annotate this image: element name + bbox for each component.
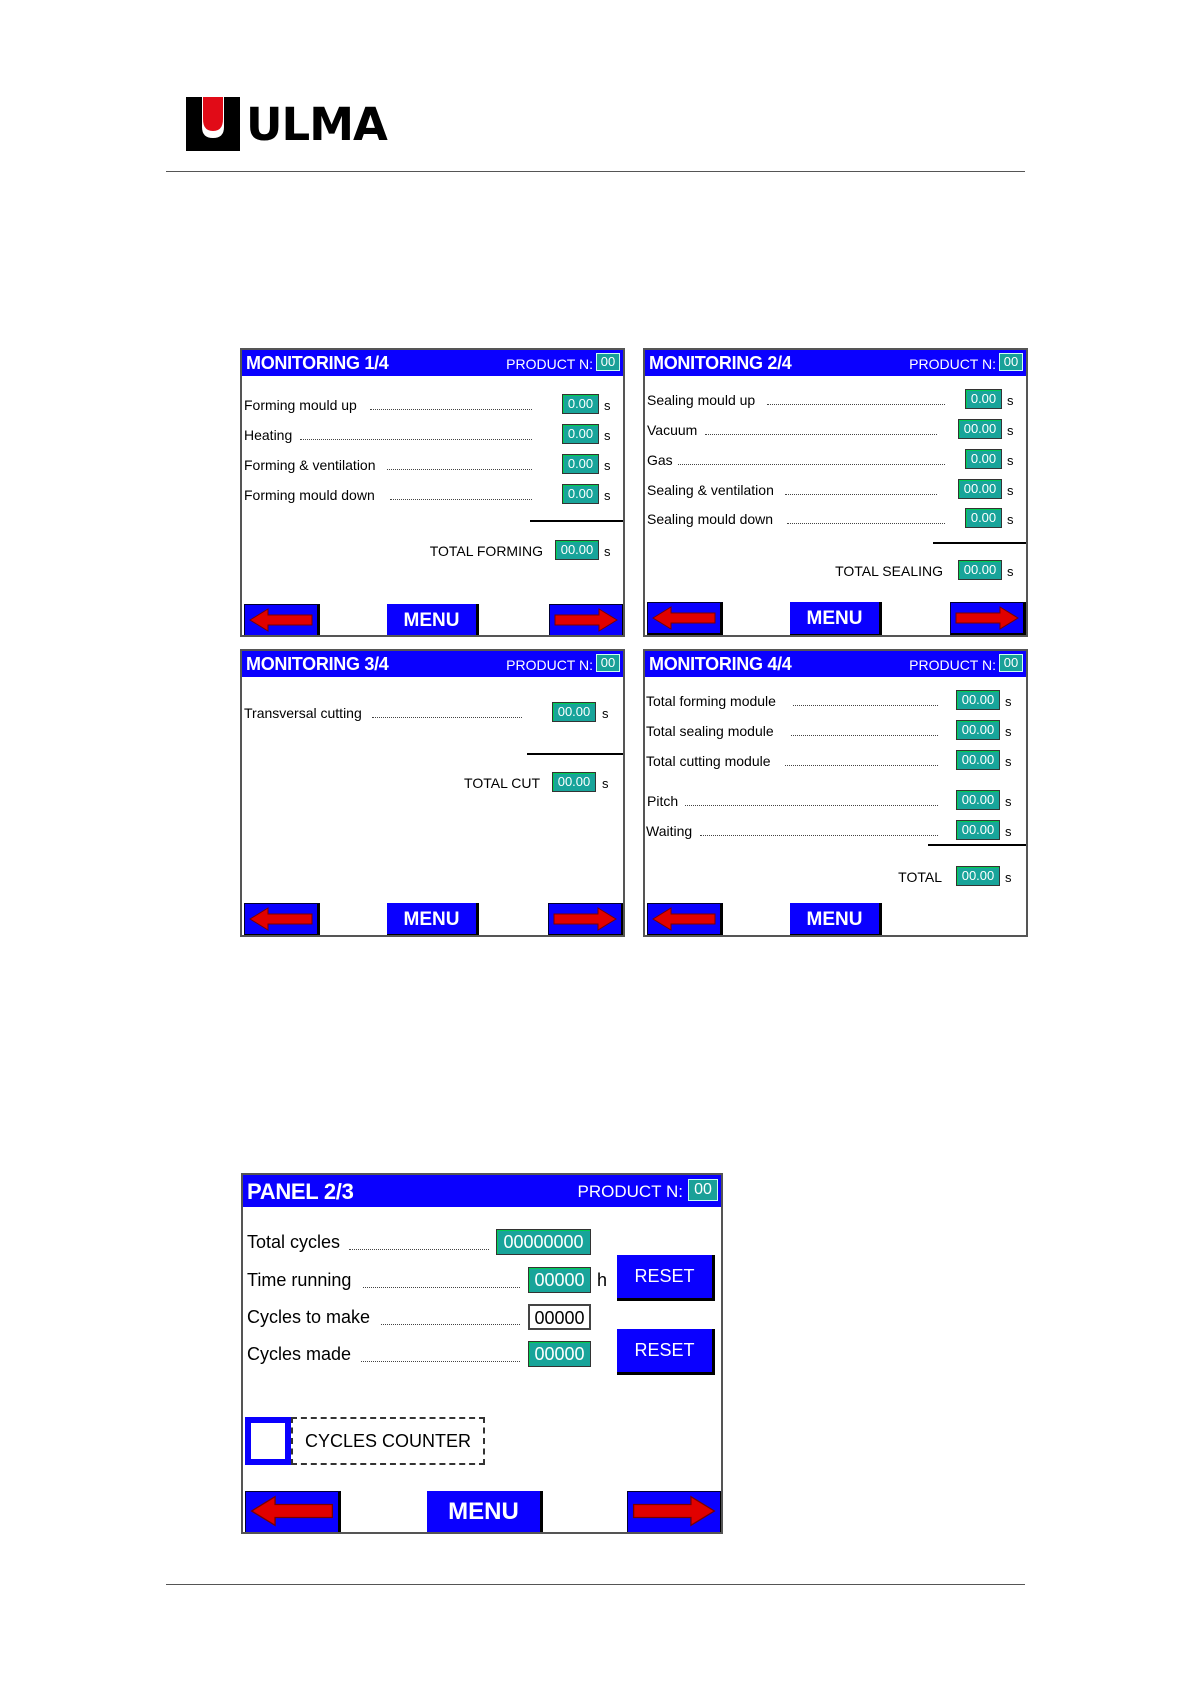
menu-button[interactable]: MENU xyxy=(427,1491,543,1534)
cycles-counter-label: CYCLES COUNTER xyxy=(291,1417,485,1465)
total-unit: s xyxy=(1005,870,1012,885)
row-value: 00.00 xyxy=(958,479,1002,499)
footer-rule xyxy=(166,1584,1025,1585)
row-value: 00.00 xyxy=(956,690,1000,710)
row-unit: h xyxy=(597,1270,608,1290)
row-unit: s xyxy=(604,458,611,473)
row-unit: s xyxy=(604,398,611,413)
previous-button[interactable] xyxy=(244,604,320,637)
row-label: Waiting xyxy=(646,823,693,839)
row-dots xyxy=(787,523,945,524)
row-label: Cycles to make xyxy=(247,1307,371,1327)
row-dots xyxy=(349,1249,489,1250)
menu-button[interactable]: MENU xyxy=(387,903,479,937)
previous-button[interactable] xyxy=(647,602,723,636)
total-label: TOTAL SEALING xyxy=(835,563,943,579)
product-number-label: PRODUCT N: xyxy=(506,356,593,372)
total-separator xyxy=(530,520,623,522)
next-button[interactable] xyxy=(548,903,624,937)
row-label: Vacuum xyxy=(647,422,698,438)
row-value: 0.00 xyxy=(965,389,1002,409)
row-value: 0.00 xyxy=(562,394,599,414)
row-dots xyxy=(678,464,945,465)
row-unit: s xyxy=(1007,393,1014,408)
monitoring-screen-1 xyxy=(240,348,625,637)
row-dots xyxy=(372,717,522,718)
screen-title: MONITORING 1/4 xyxy=(246,353,389,373)
previous-button[interactable] xyxy=(244,903,320,937)
screen-title: MONITORING 3/4 xyxy=(246,654,389,674)
row-label: Sealing & ventilation xyxy=(647,482,774,498)
total-unit: s xyxy=(602,776,609,791)
total-separator xyxy=(928,844,1026,846)
row-dots xyxy=(700,835,938,836)
arrow-right-icon xyxy=(954,606,1020,630)
row-dots xyxy=(785,494,937,495)
total-label: TOTAL xyxy=(898,869,942,885)
row-unit: s xyxy=(1007,423,1014,438)
row-label: Forming & ventilation xyxy=(244,457,376,473)
row-unit: s xyxy=(602,706,609,721)
monitoring-screen-2 xyxy=(643,348,1028,637)
header-rule xyxy=(166,171,1025,172)
row-unit: s xyxy=(604,428,611,443)
product-number-label: PRODUCT N: xyxy=(577,1182,683,1201)
row-unit: s xyxy=(1005,794,1012,809)
row-value: 00.00 xyxy=(956,790,1000,810)
row-value: 0.00 xyxy=(562,454,599,474)
arrow-left-icon xyxy=(651,606,717,630)
row-unit: s xyxy=(1005,824,1012,839)
arrow-left-icon xyxy=(248,608,314,632)
row-dots xyxy=(791,735,938,736)
monitoring-screen-4 xyxy=(643,649,1028,937)
screen-titlebar xyxy=(242,350,623,376)
logo-text: ULMA xyxy=(246,97,387,151)
row-unit: s xyxy=(604,488,611,503)
product-number-label: PRODUCT N: xyxy=(909,356,996,372)
row-value: 0.00 xyxy=(965,508,1002,528)
product-number-value[interactable]: 00 xyxy=(596,353,620,371)
next-button[interactable] xyxy=(549,604,625,637)
row-label: Total cutting module xyxy=(646,753,771,769)
row-value: 00.00 xyxy=(956,750,1000,770)
arrow-left-icon xyxy=(249,1495,335,1527)
row-value: 0.00 xyxy=(965,449,1002,469)
row-unit: s xyxy=(1005,694,1012,709)
arrow-right-icon xyxy=(553,608,619,632)
arrow-left-icon xyxy=(651,907,717,931)
row-value: 00.00 xyxy=(552,702,596,722)
row-dots xyxy=(387,469,532,470)
screen-title: PANEL 2/3 xyxy=(247,1179,354,1204)
next-button[interactable] xyxy=(627,1491,723,1534)
screen-titlebar xyxy=(645,350,1026,376)
row-label: Gas xyxy=(647,452,673,468)
total-unit: s xyxy=(1007,564,1014,579)
screen-title: MONITORING 4/4 xyxy=(649,654,792,674)
total-value: 00.00 xyxy=(552,772,596,792)
time-running-value: 00000 xyxy=(528,1267,591,1293)
screen-titlebar xyxy=(645,651,1026,677)
arrow-right-icon xyxy=(631,1495,717,1527)
total-value: 00.00 xyxy=(956,866,1000,886)
total-value: 00.00 xyxy=(958,560,1002,580)
row-value: 00.00 xyxy=(956,720,1000,740)
previous-button[interactable] xyxy=(245,1491,341,1534)
row-value: 0.00 xyxy=(562,424,599,444)
row-dots xyxy=(705,434,937,435)
cycles-to-make-input[interactable]: 00000 xyxy=(528,1304,591,1330)
product-number-value[interactable]: 00 xyxy=(999,353,1023,371)
total-unit: s xyxy=(604,544,611,559)
reset-cycles-button[interactable]: RESET xyxy=(617,1329,715,1375)
arrow-left-icon xyxy=(248,907,314,931)
row-label: Total sealing module xyxy=(646,723,774,739)
row-unit: s xyxy=(1005,754,1012,769)
row-dots xyxy=(767,404,945,405)
screen-title: MONITORING 2/4 xyxy=(649,353,792,373)
cycles-counter-checkbox[interactable] xyxy=(245,1417,291,1465)
row-label: Forming mould up xyxy=(244,397,357,413)
row-dots xyxy=(361,1361,520,1362)
row-unit: s xyxy=(1007,453,1014,468)
product-number-value[interactable]: 00 xyxy=(688,1179,718,1201)
panel-screen xyxy=(241,1173,723,1534)
total-separator xyxy=(527,753,623,755)
row-dots xyxy=(300,439,532,440)
cycles-made-value: 00000 xyxy=(528,1341,591,1367)
previous-button[interactable] xyxy=(647,903,723,937)
row-label: Sealing mould up xyxy=(647,392,756,408)
row-label: Transversal cutting xyxy=(244,705,362,721)
reset-time-button[interactable]: RESET xyxy=(617,1255,715,1301)
row-dots xyxy=(785,765,938,766)
row-label: Sealing mould down xyxy=(647,511,774,527)
row-dots xyxy=(390,499,532,500)
product-number-value[interactable]: 00 xyxy=(596,654,620,672)
next-button[interactable] xyxy=(950,602,1026,636)
row-unit: s xyxy=(1005,724,1012,739)
row-label: Heating xyxy=(244,427,293,443)
ulma-logo xyxy=(186,97,387,151)
row-unit: s xyxy=(1007,483,1014,498)
menu-button[interactable]: MENU xyxy=(790,602,882,637)
ulma-logo-mark-icon xyxy=(186,97,240,151)
menu-button[interactable]: MENU xyxy=(790,903,882,937)
product-number-label: PRODUCT N: xyxy=(909,657,996,673)
total-separator xyxy=(933,542,1026,544)
row-label: Time running xyxy=(247,1270,352,1290)
row-value: 0.00 xyxy=(562,484,599,504)
row-label: Cycles made xyxy=(247,1344,352,1364)
product-number-label: PRODUCT N: xyxy=(506,657,593,673)
row-value: 00.00 xyxy=(956,820,1000,840)
menu-button[interactable]: MENU xyxy=(387,604,479,637)
total-value: 00.00 xyxy=(555,540,599,560)
monitoring-screen-3 xyxy=(240,649,625,937)
row-dots xyxy=(685,805,938,806)
row-dots xyxy=(381,1324,520,1325)
row-dots xyxy=(793,705,938,706)
screen-titlebar xyxy=(243,1175,721,1207)
row-label: Total cycles xyxy=(247,1232,341,1252)
total-cycles-value: 00000000 xyxy=(496,1229,591,1255)
row-value: 00.00 xyxy=(958,419,1002,439)
row-dots xyxy=(363,1287,520,1288)
total-label: TOTAL FORMING xyxy=(429,543,543,559)
row-label: Pitch xyxy=(647,793,679,809)
total-label: TOTAL CUT xyxy=(464,775,540,791)
row-unit: s xyxy=(1007,512,1014,527)
row-label: Total forming module xyxy=(646,693,776,709)
screen-titlebar xyxy=(242,651,623,677)
product-number-value[interactable]: 00 xyxy=(999,654,1023,672)
arrow-right-icon xyxy=(552,907,618,931)
row-dots xyxy=(370,409,532,410)
row-label: Forming mould down xyxy=(244,487,375,503)
